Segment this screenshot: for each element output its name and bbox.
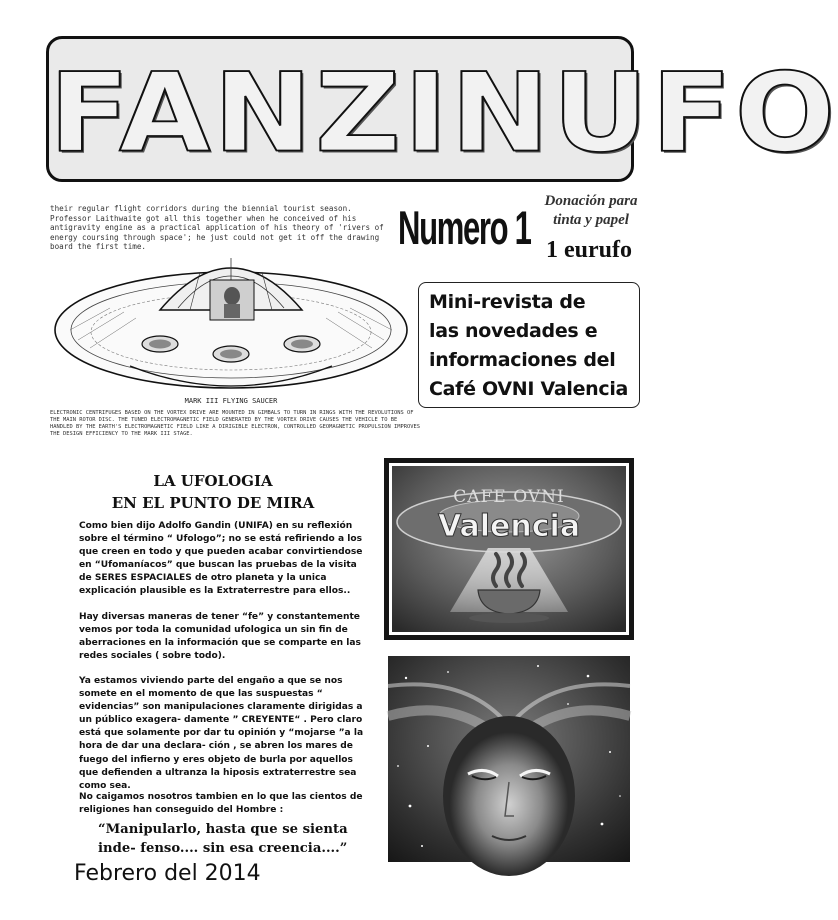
info-line: las novedades e — [429, 320, 598, 342]
masthead-title: FANZINUFO — [49, 49, 838, 177]
donation-note: Donación para tinta y papel — [544, 193, 638, 228]
info-line: Mini-revista de — [429, 291, 586, 313]
issue-date: Febrero del 2014 — [74, 861, 261, 886]
article-quote: “Manipularlo, hasta que se sienta inde- fenso.... sin esa creencia....” — [98, 822, 348, 856]
cafe-ovni-logo-image — [384, 458, 634, 640]
flying-saucer-illustration — [50, 238, 412, 408]
masthead-banner — [46, 36, 838, 182]
logo-text-main: Valencia — [437, 509, 581, 544]
article-title-line1: LA UFOLOGIA — [153, 472, 273, 490]
price-label: 1 eurufo — [546, 237, 632, 263]
illustration-caption-bottom: ELECTRONIC CENTRIFUGES BASED ON THE VORTEX DRIVE ARE MOUNTED IN GIMBALS TO TURN IN RINGS WITH THE REVOLUTIONS OF THE MAIN ROTOR DISC. THE TUNED ELECTROMAGNETIC FIELD GENERATED BY THE VORTEX DRIVE CAUSES THE VEHICLE TO BE HANDLED BY THE EARTH'S ELECTROMAGNETIC FIELD LIKE A DIRIGIBLE ELECTRON, CONTROLLED GEOMAGNETIC PROPULSION IMPROVES THE DESIGN EFFICIENCY TO THE MARK III STAGE. — [50, 410, 420, 437]
info-box — [418, 282, 640, 408]
issue-number: Numero 1 — [398, 201, 531, 254]
article-paragraph-4: No caigamos nosotros tambien en lo que las cientos de religiones han conseguido del Hombre : — [79, 792, 363, 816]
article-title — [78, 470, 348, 514]
article-paragraph-1: Como bien dijo Adolfo Gandin (UNIFA) en su reflexión sobre el término “ Ufologo”; no se está refiriendo a los que creen en todo y que pueden acabar convirtiendose en “Ufomaníacos” que buscan las pruebas de la visita de SERES ESPACIALES de otro planeta y la unica explicación plausible es la Extraterrestre para ellos.. — [79, 521, 363, 597]
info-box-text — [429, 288, 629, 404]
cosmic-face-graphic — [388, 656, 630, 862]
info-line: Café OVNI Valencia — [429, 378, 629, 400]
article-title-line2: EN EL PUNTO DE MIRA — [111, 494, 315, 512]
cafe-ovni-logo-graphic — [392, 466, 626, 632]
illustration-caption-top: their regular flight corridors during the biennial tourist season. Professor Laithwaite got all this together when he conceived of his antigravity engine as a practical application of his theory of 'rivers of energy coursing through space'; he just could not get it off the drawing board the first time. — [50, 204, 384, 252]
cosmic-face-photo — [388, 656, 630, 862]
illustration-label: MARK III FLYING SAUCER — [184, 397, 278, 405]
logo-text-top: CAFE OVNI — [453, 487, 565, 507]
article-paragraph-3: Ya estamos viviendo parte del engaño a que se nos somete en el momento de que las suspuestas “ evidencias” son manipulaciones claramente dirigidas a un público exagera- damente ” CREYENTE“ . Pero claro está que solamente por dar tu opinión y “mojarse ”a la hora de dar una declara- ción , se abren los mares de fuego del infierno y eres objeto de burla por aquellos que defienden a ultranza la hiposis extraterrestre sea como sea. — [79, 676, 364, 791]
article-paragraph-2: Hay diversas maneras de tener “fe” y constantemente vemos por toda la comunidad ufologica un sin fin de aberraciones en la información que se comparte en las redes sociales ( sobre todo). — [79, 612, 361, 662]
info-line: informaciones del — [429, 349, 616, 371]
